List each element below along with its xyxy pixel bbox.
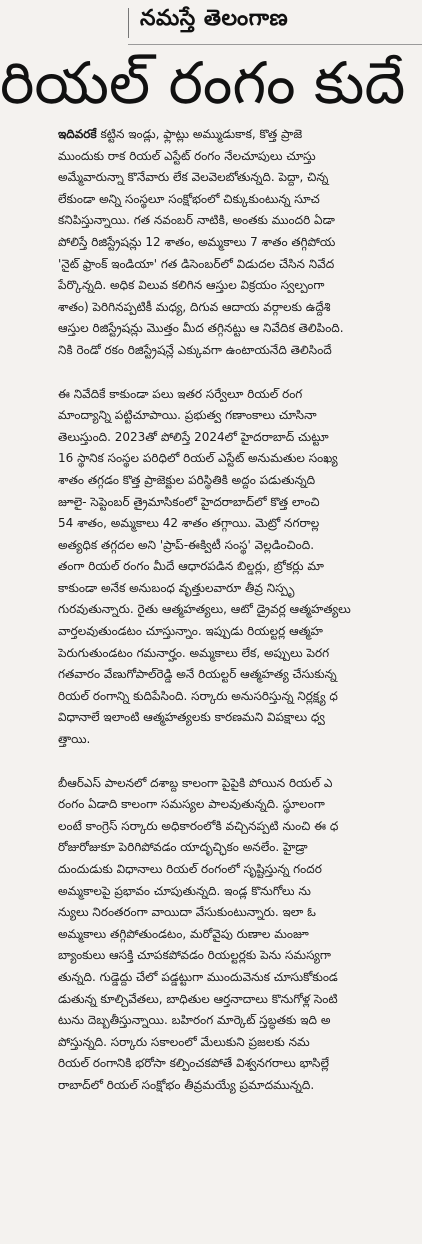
article-line: త్తాయి.: [58, 732, 91, 747]
article-line: డుతున్న కూల్చివేతలు, బాధితుల ఆర్తనాదాలు కొనుగోళ్ల సెంటి: [58, 991, 338, 1006]
article-line: ముందుకు రాక రియల్ ఎస్టేట్ రంగం నేలచూపులు చూస్తు: [58, 148, 316, 163]
article-line: శాతం) పెరిగినప్పటికీ మధ్య, దిగువ ఆదాయ వర్గాలకు ఉద్దేశి: [58, 299, 331, 314]
lead-word: ఇదివరకే: [58, 127, 97, 141]
masthead: [128, 0, 422, 45]
article-line: వార్తలవుతుండటం చూస్తున్నాం. ఇప్పుడు రియల్టర్ల ఆత్మహ: [58, 624, 323, 639]
article-line: పోస్తున్నది. సర్కారు సకాలంలో మేలుకుని ప్రజలకు నమ: [58, 1034, 310, 1049]
lead-line-text: కట్టిన ఇండ్లు, ఫ్లాట్లు అమ్ముడుకాక, కొత్త ప్రాజె: [96, 127, 303, 141]
article-line: 16 స్థానిక సంస్థల పరిధిలో రియల్ ఎస్టేట్ అనుమతుల సంఖ్య: [58, 451, 338, 466]
article-line: గతవారం వేణుగోపాల్‌రెడ్డి అనే రియల్టర్ ఆత్మహత్య చేసుకున్న: [58, 667, 337, 682]
newspaper-name: నమస్తే తెలంగాణ: [140, 6, 289, 31]
article-line: కనిపిస్తున్నాయి. గత నవంబర్ నాటికి, అంతకు ముందరి ఏడా: [58, 213, 335, 228]
article-line: మాంద్యాన్ని పట్టిచూపాయి. ప్రభుత్వ గణాంకాలు చూసినా: [58, 408, 317, 423]
masthead-divider: [128, 8, 129, 38]
article-line: తున్నది. గుడ్డెద్దు చేలో పడ్డట్టుగా ముందువెనుక చూసుకోకుండ: [58, 969, 338, 984]
article-line: రోజురోజుకూ పెరిగిపోవడం యాదృచ్ఛికం అనలేం. హైడ్రా: [58, 840, 308, 855]
article-paragraph: [58, 384, 422, 751]
article-line: అమ్మకాలు తగ్గిపోతుండటం, మరోవైపు రుణాల మంజూ: [58, 926, 309, 941]
article-line: తంగా రియల్ రంగం మీదే ఆధారపడిన బిల్డర్లు, బ్రోకర్లు మా: [58, 559, 324, 574]
headline: రియల్ రంగం కుదే: [0, 49, 406, 117]
article-line: విధానాలే ఇలాంటి ఆత్మహత్యలకు కారణమని విపక్షాలు ధ్వ: [58, 710, 325, 725]
article-line: పోలిస్తే రిజిస్ట్రేషన్లు 12 శాతం, అమ్మకాలు 7 శాతం తగ్గిపోయ: [58, 234, 336, 249]
article-line: రాబాద్‌లో రియల్ సంక్షోభం తీవ్రమయ్యే ప్రమాదమున్నది.: [58, 1077, 315, 1092]
article-line: పేర్కొన్నది. అధిక విలువ కలిగిన ఆస్తుల విక్రయం స్వల్పంగా: [58, 278, 325, 293]
article-line: అత్యధిక తగ్గదల అని 'ప్రాప్-ఈక్విటీ సంస్థ' వెల్లడించింది.: [58, 537, 315, 552]
article-line: తెలుస్తుంది. 2023తో పోలిస్తే 2024లో హైదరాబాద్ చుట్టూ: [58, 429, 329, 444]
article-line: కాకుండా అనేక అనుబంధ వృత్తులవారూ తీవ్ర నిస్పృ: [58, 580, 295, 595]
article-line: అమ్మకాలపై ప్రభావం చూపుతున్నది. ఇండ్ల కొనుగోలు ను: [58, 883, 311, 898]
article-line: దుందుడుకు విధానాలు రియల్ రంగంలో సృష్టిస్తున్న గందర: [58, 862, 322, 876]
article-line: అమ్మేవారున్నా కొనేవారు లేక వెలవెలబోతున్నది. పెద్దా, చిన్న: [58, 170, 329, 185]
article-line: రియల్ రంగానికి భరోసా కల్పించకపోతే విశ్వనగరాలు భాసిల్లే: [58, 1056, 329, 1071]
article-line: శాతం తగ్గడం కొత్త ప్రాజెక్టుల పరిస్థితికి అద్దం పడుతున్నది: [58, 472, 316, 487]
article-line: బీఆర్ఎస్ పాలనలో దశాబ్ద కాలంగా పైపైకి పోయిన రియల్ ఎ: [58, 775, 333, 790]
article-line: 54 శాతం, అమ్మకాలు 42 శాతం తగ్గాయి. మెట్రో నగరాల్ల: [58, 516, 320, 531]
article-line: టును దెబ్బతీస్తున్నాయి. బహిరంగ మార్కెట్ స్తబ్ధతకు ఇది అ: [58, 1013, 331, 1028]
article-line: లంటే కాంగ్రెస్ సర్కారు అధికారంలోకి వచ్చినప్పటి నుంచి ఈ ధ: [58, 818, 339, 833]
article-line: 'నైట్ ఫ్రాంక్ ఇండియా' గత డిసెంబర్‌లో విడుదల చేసిన నివేద: [58, 256, 335, 271]
article-line: [58, 124, 422, 146]
article-line: జూలై- సెప్టెంబర్ త్రైమాసికంలో హైదరాబాద్‌లో కొత్త లాంచి: [58, 494, 320, 509]
article-line: న్యులు నిరంతరంగా వాయిదా వేసుకుంటున్నారు. ఇలా ఓ: [58, 905, 316, 920]
article-line: ఈ నివేదికే కాకుండా పలు ఇతర సర్వేలూ రియల్ రంగ: [58, 386, 303, 401]
article-line: గురవుతున్నారు. రైతు ఆత్మహత్యలు, ఆటో డ్రైవర్ల ఆత్మహత్యలు: [58, 602, 351, 617]
article-line: రియల్ రంగాన్ని కుదిపేసింది. సర్కారు అనుసరిస్తున్న నిర్లక్ష్య ధ: [58, 688, 338, 703]
article-line: ఆస్తుల రిజిస్ట్రేషన్లు మొత్తం మీద తగ్గినట్టు ఆ నివేదిక తెలిపింది.: [58, 321, 344, 336]
article-paragraph: [58, 773, 422, 1097]
article-paragraph: [58, 124, 422, 362]
article-body: [58, 124, 422, 1119]
article-line: పెరుగుతుండటం గమనార్హం. అమ్మకాలు లేక, అప్పులు పెరగ: [58, 645, 330, 660]
article-line: నికి రెండో రకం రిజిస్ట్రేషన్లే ఎక్కువగా ఉంటాయనేది తెలిసిందే: [58, 342, 332, 357]
article-line: లేకుండా అన్ని సంస్థలూ సంక్షోభంలో చిక్కుకుంటున్న సూచ: [58, 191, 320, 206]
article-line: రంగం ఏడాది కాలంగా సమస్యల పాలవుతున్నది. స్థూలంగా: [58, 797, 325, 812]
article-line: బ్యాంకులు ఆసక్తి చూపకపోవడం రియల్టర్లకు పెను సమస్యగా: [58, 948, 331, 963]
